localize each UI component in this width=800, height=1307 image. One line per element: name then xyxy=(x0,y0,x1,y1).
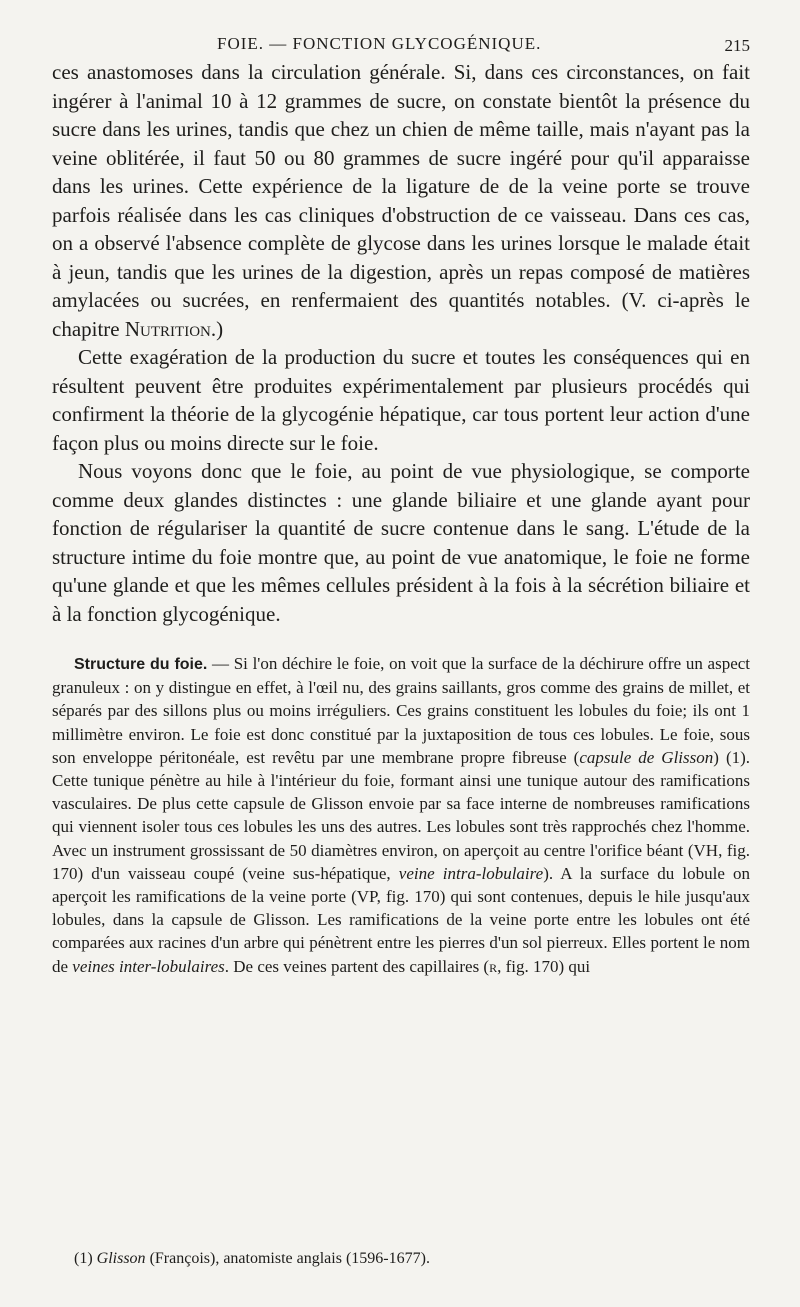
running-head xyxy=(52,30,750,58)
footnote-marker: (1) xyxy=(74,1250,93,1267)
paragraph-1-text: ces anastomoses dans la circulation générale. Si, dans ces circonstances, on fait ingérer à l'animal 10 à 12 grammes de sucre, on constate bientôt la présence du sucre dans les urines, tandis que chez un chien de même taille, mais n'ayant pas la veine oblitérée, il faut 50 ou 80 grammes de sucre ingéré pour qu'il apparaisse dans les urines. Cette expérience de la ligature de de la veine porte se trouve parfois réalisée dans les cas cliniques d'obstruction de ce vaisseau. Dans ces cas, on a observé l'absence complète de glycose dans les urines lorsque le malade était à jeun, tandis que les urines de la digestion, après un repas composé de matières amylacées ou sucrées, en renfermaient des quantités notables. (V. ci-après le chapitre xyxy=(52,60,750,341)
structure-section xyxy=(52,652,750,978)
structure-italic-1: capsule de Glisson xyxy=(579,747,714,767)
section-heading: Structure du foie. xyxy=(74,656,208,673)
paragraph-2: Cette exagération de la production du sucre et toutes les conséquences qui en résultent peuvent être produites expérimentalement par plusieurs procédés qui confirment la théorie de la glycogénie hépatique, car tous portent leur action d'une façon plus ou moins directe sur le foie. xyxy=(52,345,750,455)
running-title: FOIE. — FONCTION GLYCOGÉNIQUE. xyxy=(217,34,542,53)
footnote-name: Glisson xyxy=(96,1250,146,1267)
structure-italic-3: veines inter-lobulaires xyxy=(72,956,225,976)
structure-text-2: ) (1). Cette tunique pénètre au hile à l'intérieur du foie, formant ainsi une tunique autour des ramifications vasculaires. De plus cette capsule de Glisson envoie par sa face interne de nombreuses ramifications qui viennent isoler tous ces lobules les uns des autres. Les lobules sont très rapprochés chez l'homme. Avec un instrument grossissant de 50 diamètres environ, on aperçoit au centre l'orifice béant (VH, fig. 170) d'un vaisseau coupé (veine sus-hépatique, xyxy=(52,747,751,883)
structure-italic-2: veine intra-lobulaire xyxy=(398,863,544,883)
structure-paragraph xyxy=(52,652,750,978)
footnote-text: (François), anatomiste anglais (1596-1677). xyxy=(145,1250,430,1267)
structure-text-5: , fig. 170) qui xyxy=(497,956,591,976)
chapter-reference: Nutrition xyxy=(124,316,211,341)
main-text xyxy=(52,58,750,628)
structure-text-1: — Si l'on déchire le foie, on voit que la surface de la déchirure offre un aspect granuleux : on y distingue en effet, à l'œil nu, des grains saillants, gros comme des grains de millet, et séparés par des sillons plus ou moins irréguliers. Ces grains constituent les lobules du foie; ils ont 1 millimètre environ. Le foie est donc constitué par la juxtaposition de tous ces lobules. Le foie, sous son enveloppe péritonéale, est revêtu par une membrane propre fibreuse ( xyxy=(52,654,751,767)
paragraph-1 xyxy=(52,58,750,343)
structure-text-4: . De ces veines partent des capillaires ( xyxy=(224,956,490,976)
footnote xyxy=(74,1250,430,1268)
paragraph-1-end: .) xyxy=(210,316,224,341)
paragraph-3: Nous voyons donc que le foie, au point de vue physiologique, se comporte comme deux glandes distinctes : une glande biliaire et une glande ayant pour fonction de régulariser la quantité de sucre contenue dans le sang. L'étude de la structure intime du foie montre que, au point de vue anatomique, le foie ne forme qu'une glande et que les mêmes cellules président à la fois à la sécrétion biliaire et à la fonction glycogénique. xyxy=(52,459,750,626)
page-number: 215 xyxy=(724,36,750,55)
structure-text-3: ). A la surface du lobule on aperçoit les ramifications de la veine porte (VP, fig. 170) qui sont contenues, depuis le hile jusqu'aux lobules, dans la capsule de Glisson. Les ramifications de la veine porte entre les lobules ont été comparées aux racines d'un arbre qui pénètrent entre les pierres d'un sol pierreux. Elles portent le nom de xyxy=(52,863,750,976)
structure-smallcaps-r: r xyxy=(489,956,498,976)
